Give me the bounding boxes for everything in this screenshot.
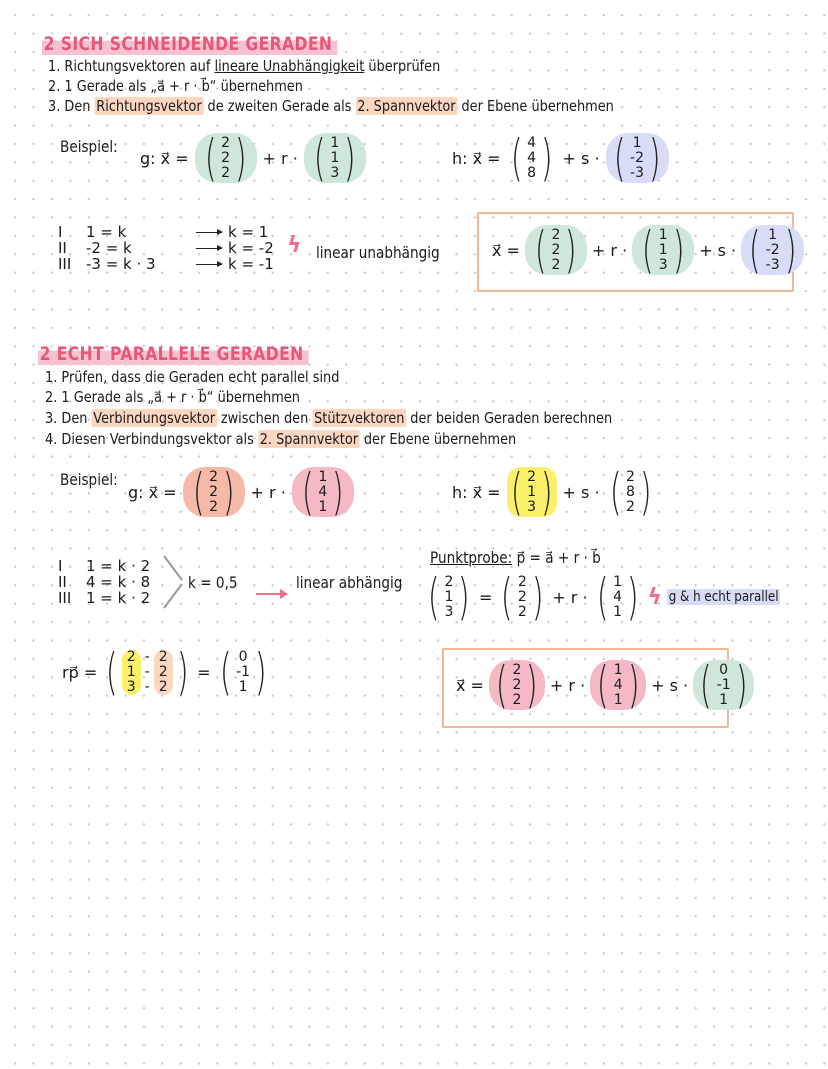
section2-step1: 1. Prüfen, dass die Geraden echt parallel sind	[45, 368, 340, 386]
rp-calculation: rp⃗ = ( 2 1 3 - - - 2 2 2 ) = ( 0 -1 1 )	[62, 647, 271, 697]
row-2: II -2 = k k = -2	[58, 239, 274, 257]
section1-result-equation: x⃗ = ( 2 2 2 ) + r · ( 1 1 3 ) + s · ( 1 -2 -3 )	[492, 225, 804, 275]
section2-h-equation: h: x⃗ = ( 2 1 3 ) + s · ( 2 8 2 )	[452, 467, 655, 517]
section1-example-label: Beispiel:	[60, 137, 118, 156]
pink-arrow-icon	[256, 583, 286, 602]
punktprobe-label: Punktprobe:	[430, 548, 513, 567]
step3-text: 3. Den	[48, 97, 95, 115]
h-support-vector: ( 2 1 3 )	[507, 467, 557, 517]
h-label: h: x⃗ =	[452, 148, 501, 168]
section2-dependent: linear abhängig	[296, 573, 403, 592]
step1-underlined: lineare Unabhängigkeit	[214, 57, 365, 75]
section1-step3	[48, 97, 614, 115]
punktprobe	[430, 548, 601, 567]
plus-s: + s ·	[562, 148, 600, 168]
step1-text: 1. Richtungsvektoren auf	[48, 57, 215, 75]
section2-result-equation: x⃗ = ( 2 2 2 ) + r · ( 1 4 1 ) + s · ( 0 -1 1 )	[456, 660, 754, 710]
row-2: II 4 = k · 8	[58, 573, 151, 591]
h-direction-vector: ( 1 -2 -3 )	[606, 133, 669, 183]
step3-highlight-spannvektor: 2. Spannvektor	[357, 97, 456, 115]
arrow-icon	[196, 264, 222, 265]
row-1: I 1 = k · 2	[58, 557, 151, 575]
plus-r: + r ·	[262, 148, 298, 168]
row-3: III -3 = k · 3 k = -1	[58, 255, 274, 273]
bracket-lines	[160, 552, 188, 612]
punktprobe-check: ( 2 1 3 ) = ( 2 2 2 ) + r · ( 1 4 1 ) ϟ g & h echt parallel	[424, 572, 800, 622]
section2-g-equation: g: x⃗ = ( 2 2 2 ) + r · ( 1 4 1 )	[128, 467, 354, 517]
k-value: k = 0,5	[188, 573, 238, 592]
rp-difference: ( 2 1 3 - - - 2 2 2 )	[106, 643, 189, 701]
h-label: h: x⃗ =	[452, 482, 501, 502]
row-1: I 1 = k k = 1	[58, 223, 269, 241]
result-span-vector-1: ( 1 4 1 )	[590, 660, 646, 710]
result-support-vector: ( 2 2 2 )	[489, 660, 545, 710]
section2-step2: 2. 1 Gerade als „a⃗ + r · b⃗“ übernehmen	[45, 388, 300, 406]
section2-equation-system	[58, 558, 150, 606]
rp-result-vector: ( 0 -1 1 )	[219, 643, 267, 701]
section2-step4: 4. Diesen Verbindungsvektor als 2. Spannvektor der Ebene übernehmen	[45, 430, 517, 448]
step3-text-mid: de zweiten Gerade als	[203, 97, 356, 115]
h-support-vector: ( 4 4 8 )	[510, 129, 553, 187]
g-support-vector: ( 2 2 2 )	[183, 467, 245, 517]
lightning-bolt-icon: ϟ	[647, 584, 663, 610]
step3-highlight-verbindungsvektor: Verbindungsvektor	[93, 409, 216, 427]
section2-example-label: Beispiel:	[60, 470, 118, 489]
parallel-note: g & h echt parallel	[668, 589, 779, 605]
g-support-vector: ( 2 2 2 )	[195, 133, 257, 183]
lightning-bolt-icon: ϟ	[287, 233, 302, 258]
pp-left-vector: ( 2 1 3 )	[427, 568, 471, 626]
section1-conclusion: linear unabhängig	[316, 243, 440, 262]
arrow-icon	[196, 232, 222, 233]
section1-step1	[48, 57, 440, 75]
g-label: g: x⃗ =	[128, 482, 177, 502]
section1-g-equation	[140, 129, 366, 187]
section1-h-equation	[452, 129, 669, 187]
section2-step3: 3. Den Verbindungsvektor zwischen den Stützvektoren der beiden Geraden berechnen	[45, 409, 613, 427]
section2-heading: 2 ECHT PARALLELE GERADEN	[38, 343, 309, 365]
step3-highlight-stuetzvektoren: Stützvektoren	[314, 409, 405, 427]
result-span-vector-2: ( 0 -1 1 )	[693, 660, 754, 710]
result-support-vector: ( 2 2 2 )	[525, 225, 587, 275]
h-direction-vector: ( 2 8 2 )	[609, 463, 652, 521]
g-direction-vector: ( 1 1 3 )	[304, 133, 366, 183]
result-x-label: x⃗ =	[456, 675, 484, 695]
pp-direction-vector: ( 1 4 1 )	[596, 568, 639, 626]
section1-step2: 2. 1 Gerade als „a⃗ + r · b⃗“ übernehmen	[48, 77, 303, 95]
rp-label: rp⃗ =	[62, 662, 98, 682]
g-label: g: x⃗ =	[140, 148, 189, 168]
row-3: III 1 = k · 2	[58, 589, 151, 607]
result-x-label: x⃗ =	[492, 240, 520, 260]
section1-equation-system	[58, 224, 274, 272]
punktprobe-equation: p⃗ = a⃗ + r · b⃗	[516, 548, 601, 567]
step1-text-end: überprüfen	[364, 57, 441, 75]
g-direction-vector: ( 1 4 1 )	[292, 467, 354, 517]
result-span-vector-1: ( 1 1 3 )	[632, 225, 694, 275]
pp-support-vector: ( 2 2 2 )	[501, 568, 544, 626]
step3-highlight-richtungsvektor: Richtungsvektor	[96, 97, 202, 115]
step4-highlight-spannvektor: 2. Spannvektor	[259, 430, 359, 448]
section1-heading: 2 SICH SCHNEIDENDE GERADEN	[42, 33, 337, 55]
result-span-vector-2: ( 1 -2 -3 )	[741, 225, 804, 275]
step3-text-end: der Ebene übernehmen	[457, 97, 614, 115]
arrow-icon	[196, 248, 222, 249]
